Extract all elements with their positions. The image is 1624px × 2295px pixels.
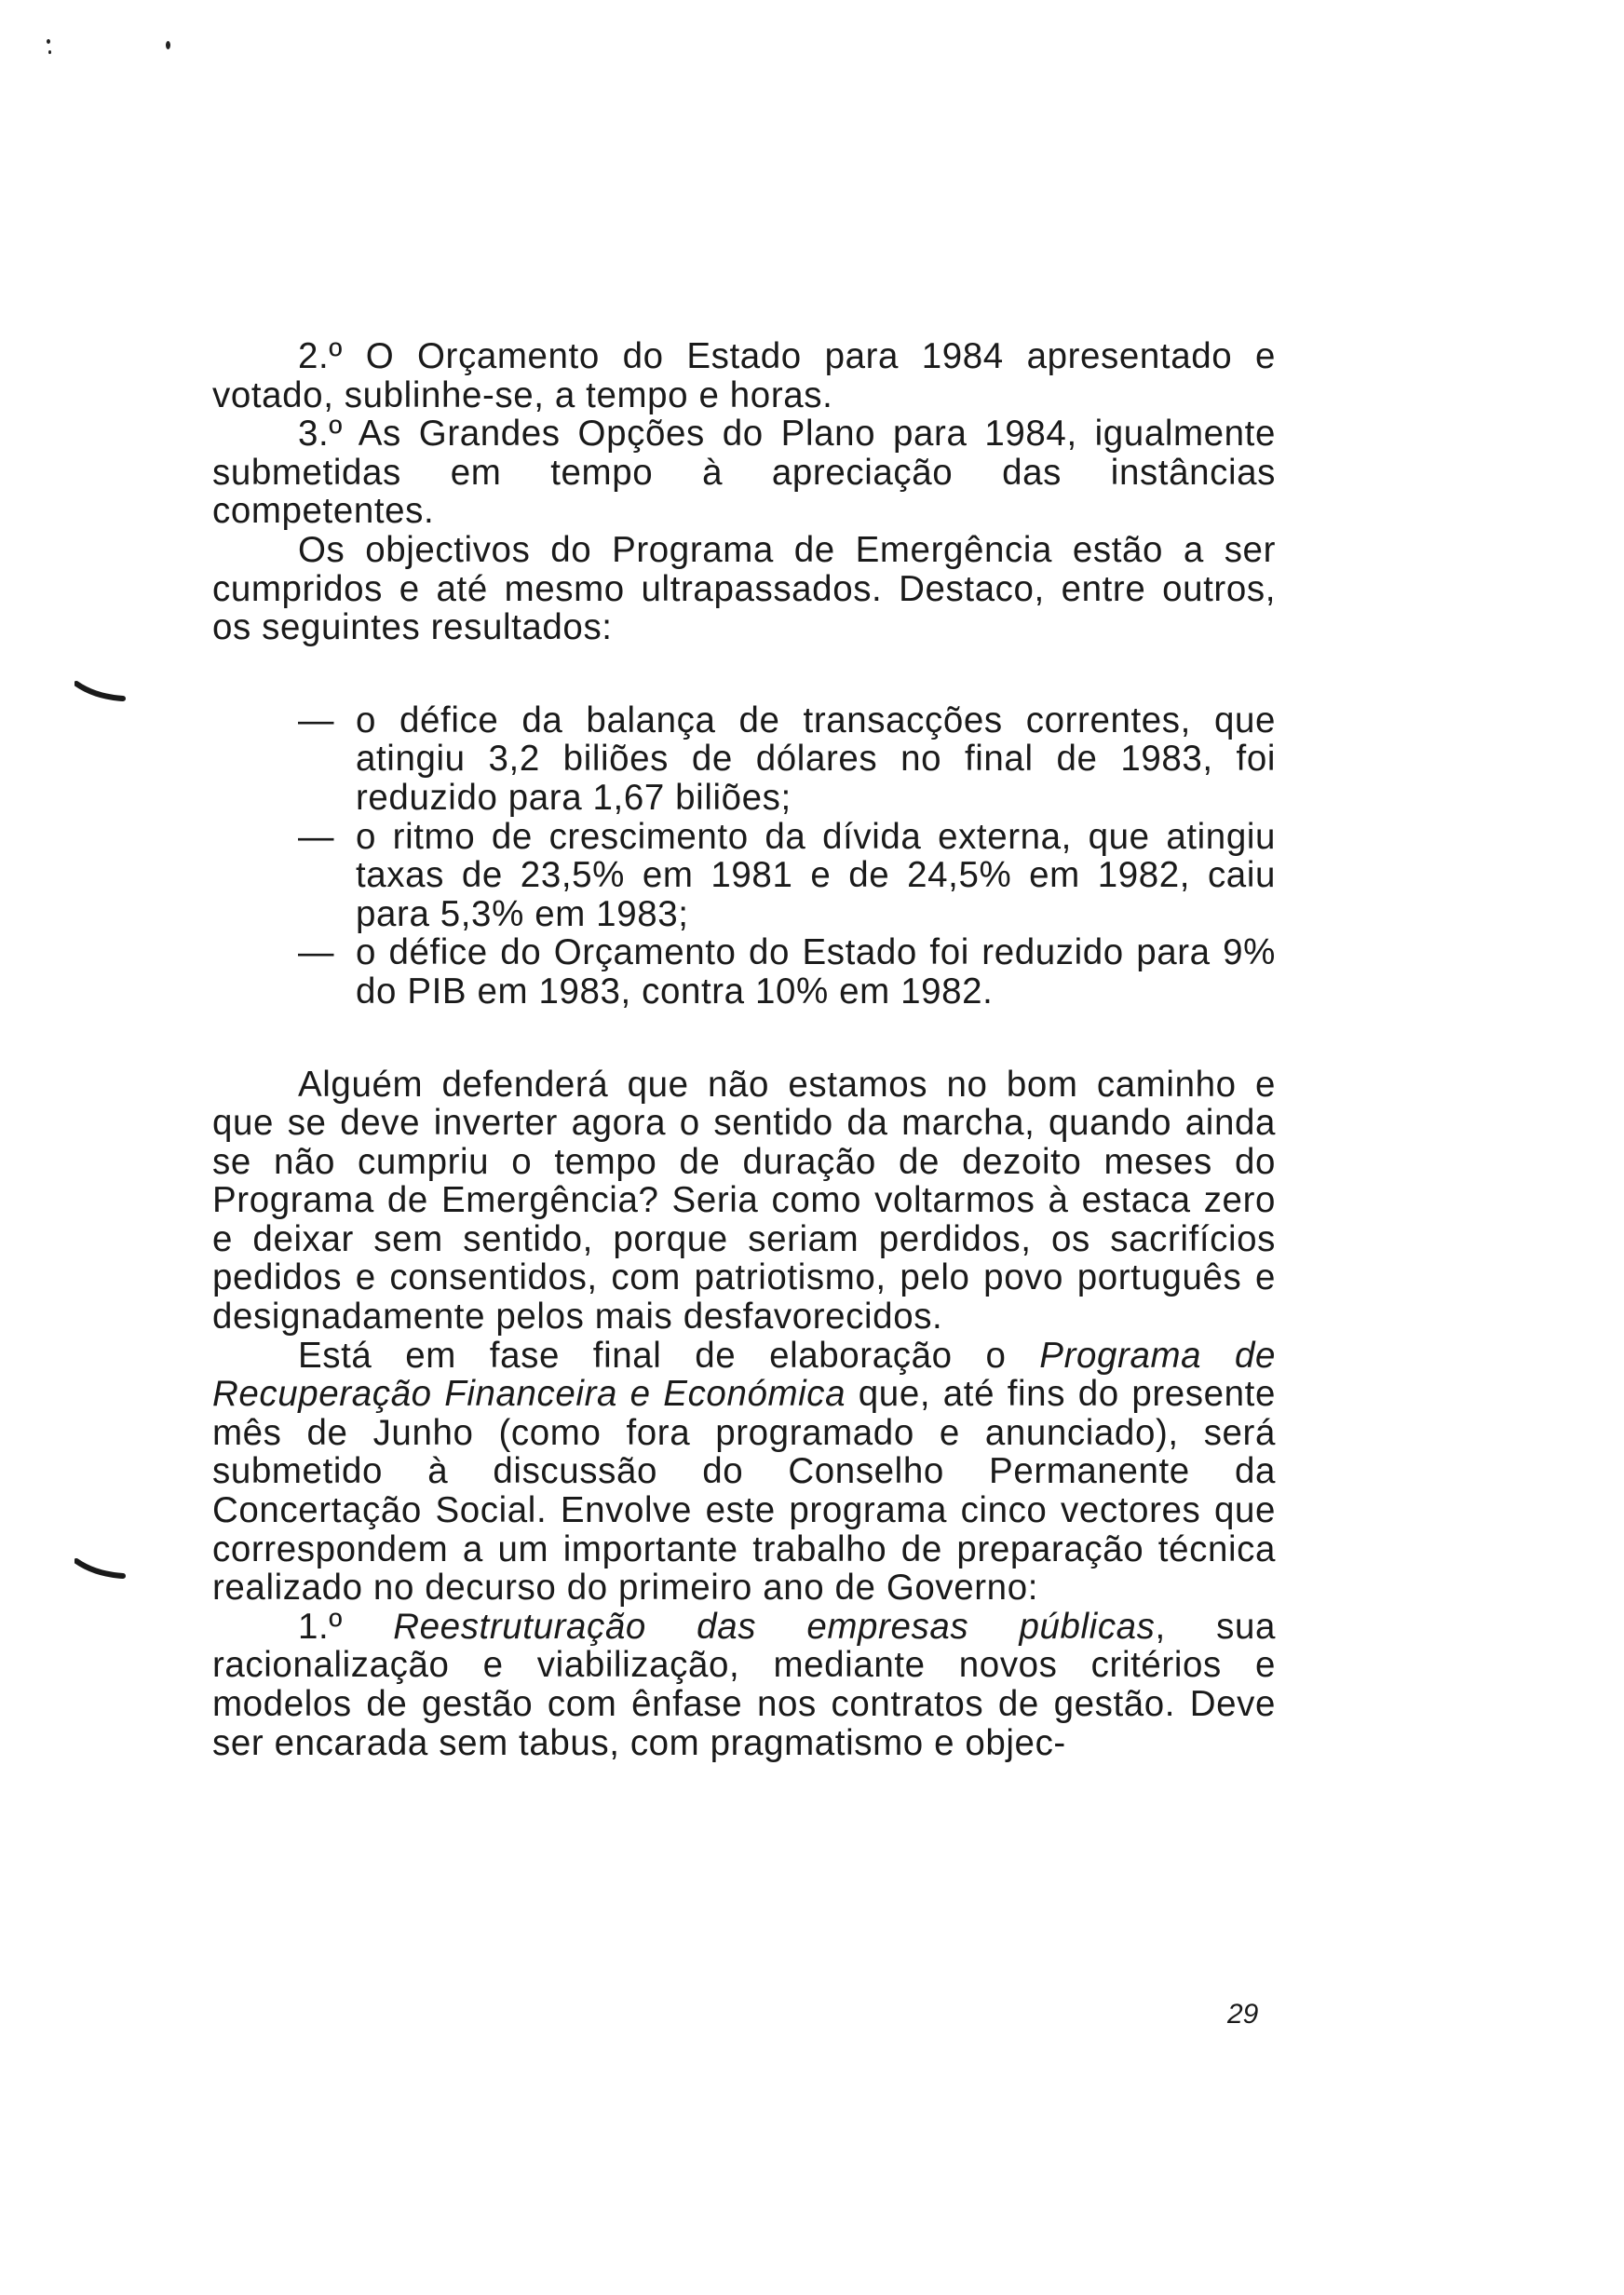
- intro-item-3: 3.º As Grandes Opções do Plano para 1984, igualmente submetidas em tempo à apreciação das instâncias competentes.: [212, 414, 1276, 532]
- scan-speck: [48, 50, 51, 54]
- list-item: [298, 701, 1276, 818]
- program-text-before: Está em fase final de elaboração o: [298, 1335, 1040, 1376]
- scan-speck: [47, 39, 50, 44]
- dash-marker: —: [298, 816, 335, 857]
- objectives-paragraph: Os objectivos do Programa de Emergência estão a ser cumpridos e até mesmo ultrapassados. Destaco, entre outros, os seguintes resultados:: [212, 529, 1276, 648]
- dash-marker: —: [298, 699, 335, 740]
- scan-speck: [166, 41, 170, 49]
- vector-number: 1.º: [298, 1606, 394, 1647]
- program-paragraph: [212, 1337, 1276, 1608]
- program-title: Programa de Recuperação Financeira e Económica: [212, 1335, 1276, 1415]
- intro-item-2: 2.º O Orçamento do Estado para 1984 apresentado e votado, sublinhe-se, a tempo e horas.: [212, 336, 1276, 415]
- vector-title: Reestruturação das empresas públicas: [393, 1606, 1156, 1647]
- vector-text: , sua racionalização e viabilização, mediante novos critérios e modelos de gestão com ênfase nos contratos de gestão. Deve ser encarada sem tabus, com pragmatismo e objec-: [212, 1606, 1276, 1763]
- question-paragraph: Alguém defenderá que não estamos no bom caminho e que se deve inverter agora o sentido da marcha, quando ainda se não cumpriu o tempo de duração de dezoito meses do Programa de Emergência? Seria como voltarmos à estaca zero e deixar sem sentido, porque seriam perdidos, os sacrifícios pedidos e consentidos, com patriotismo, pelo povo português e designadamente pelos mais desfavorecidos.: [212, 1064, 1276, 1338]
- body-text: [212, 337, 1276, 1762]
- dash-marker: —: [298, 932, 335, 973]
- margin-tick-mark: [74, 1557, 130, 1585]
- margin-tick-mark: [74, 680, 130, 708]
- list-item: [298, 818, 1276, 934]
- result-text: o défice do Orçamento do Estado foi reduzido para 9% do PIB em 1983, contra 10% em 1982.: [356, 932, 1276, 1012]
- vector-1-paragraph: [212, 1608, 1276, 1762]
- list-item: [298, 933, 1276, 1011]
- page-number: 29: [1227, 1999, 1259, 2030]
- result-text: o défice da balança de transacções correntes, que atingiu 3,2 biliões de dólares no final de 1983, foi reduzido para 1,67 biliões;: [356, 699, 1276, 818]
- program-text-after: que, até fins do presente mês de Junho (como fora programado e anunciado), será submetido à discussão do Conselho Permanente da Concertação Social. Envolve este programa cinco vectores que correspondem a um importante trabalho de preparação técnica realizado no decurso do primeiro ano de Governo:: [212, 1374, 1276, 1609]
- result-text: o ritmo de crescimento da dívida externa, que atingiu taxas de 23,5% em 1981 e de 24,5% em 1982, caiu para 5,3% em 1983;: [356, 816, 1276, 934]
- results-list: [298, 701, 1276, 1012]
